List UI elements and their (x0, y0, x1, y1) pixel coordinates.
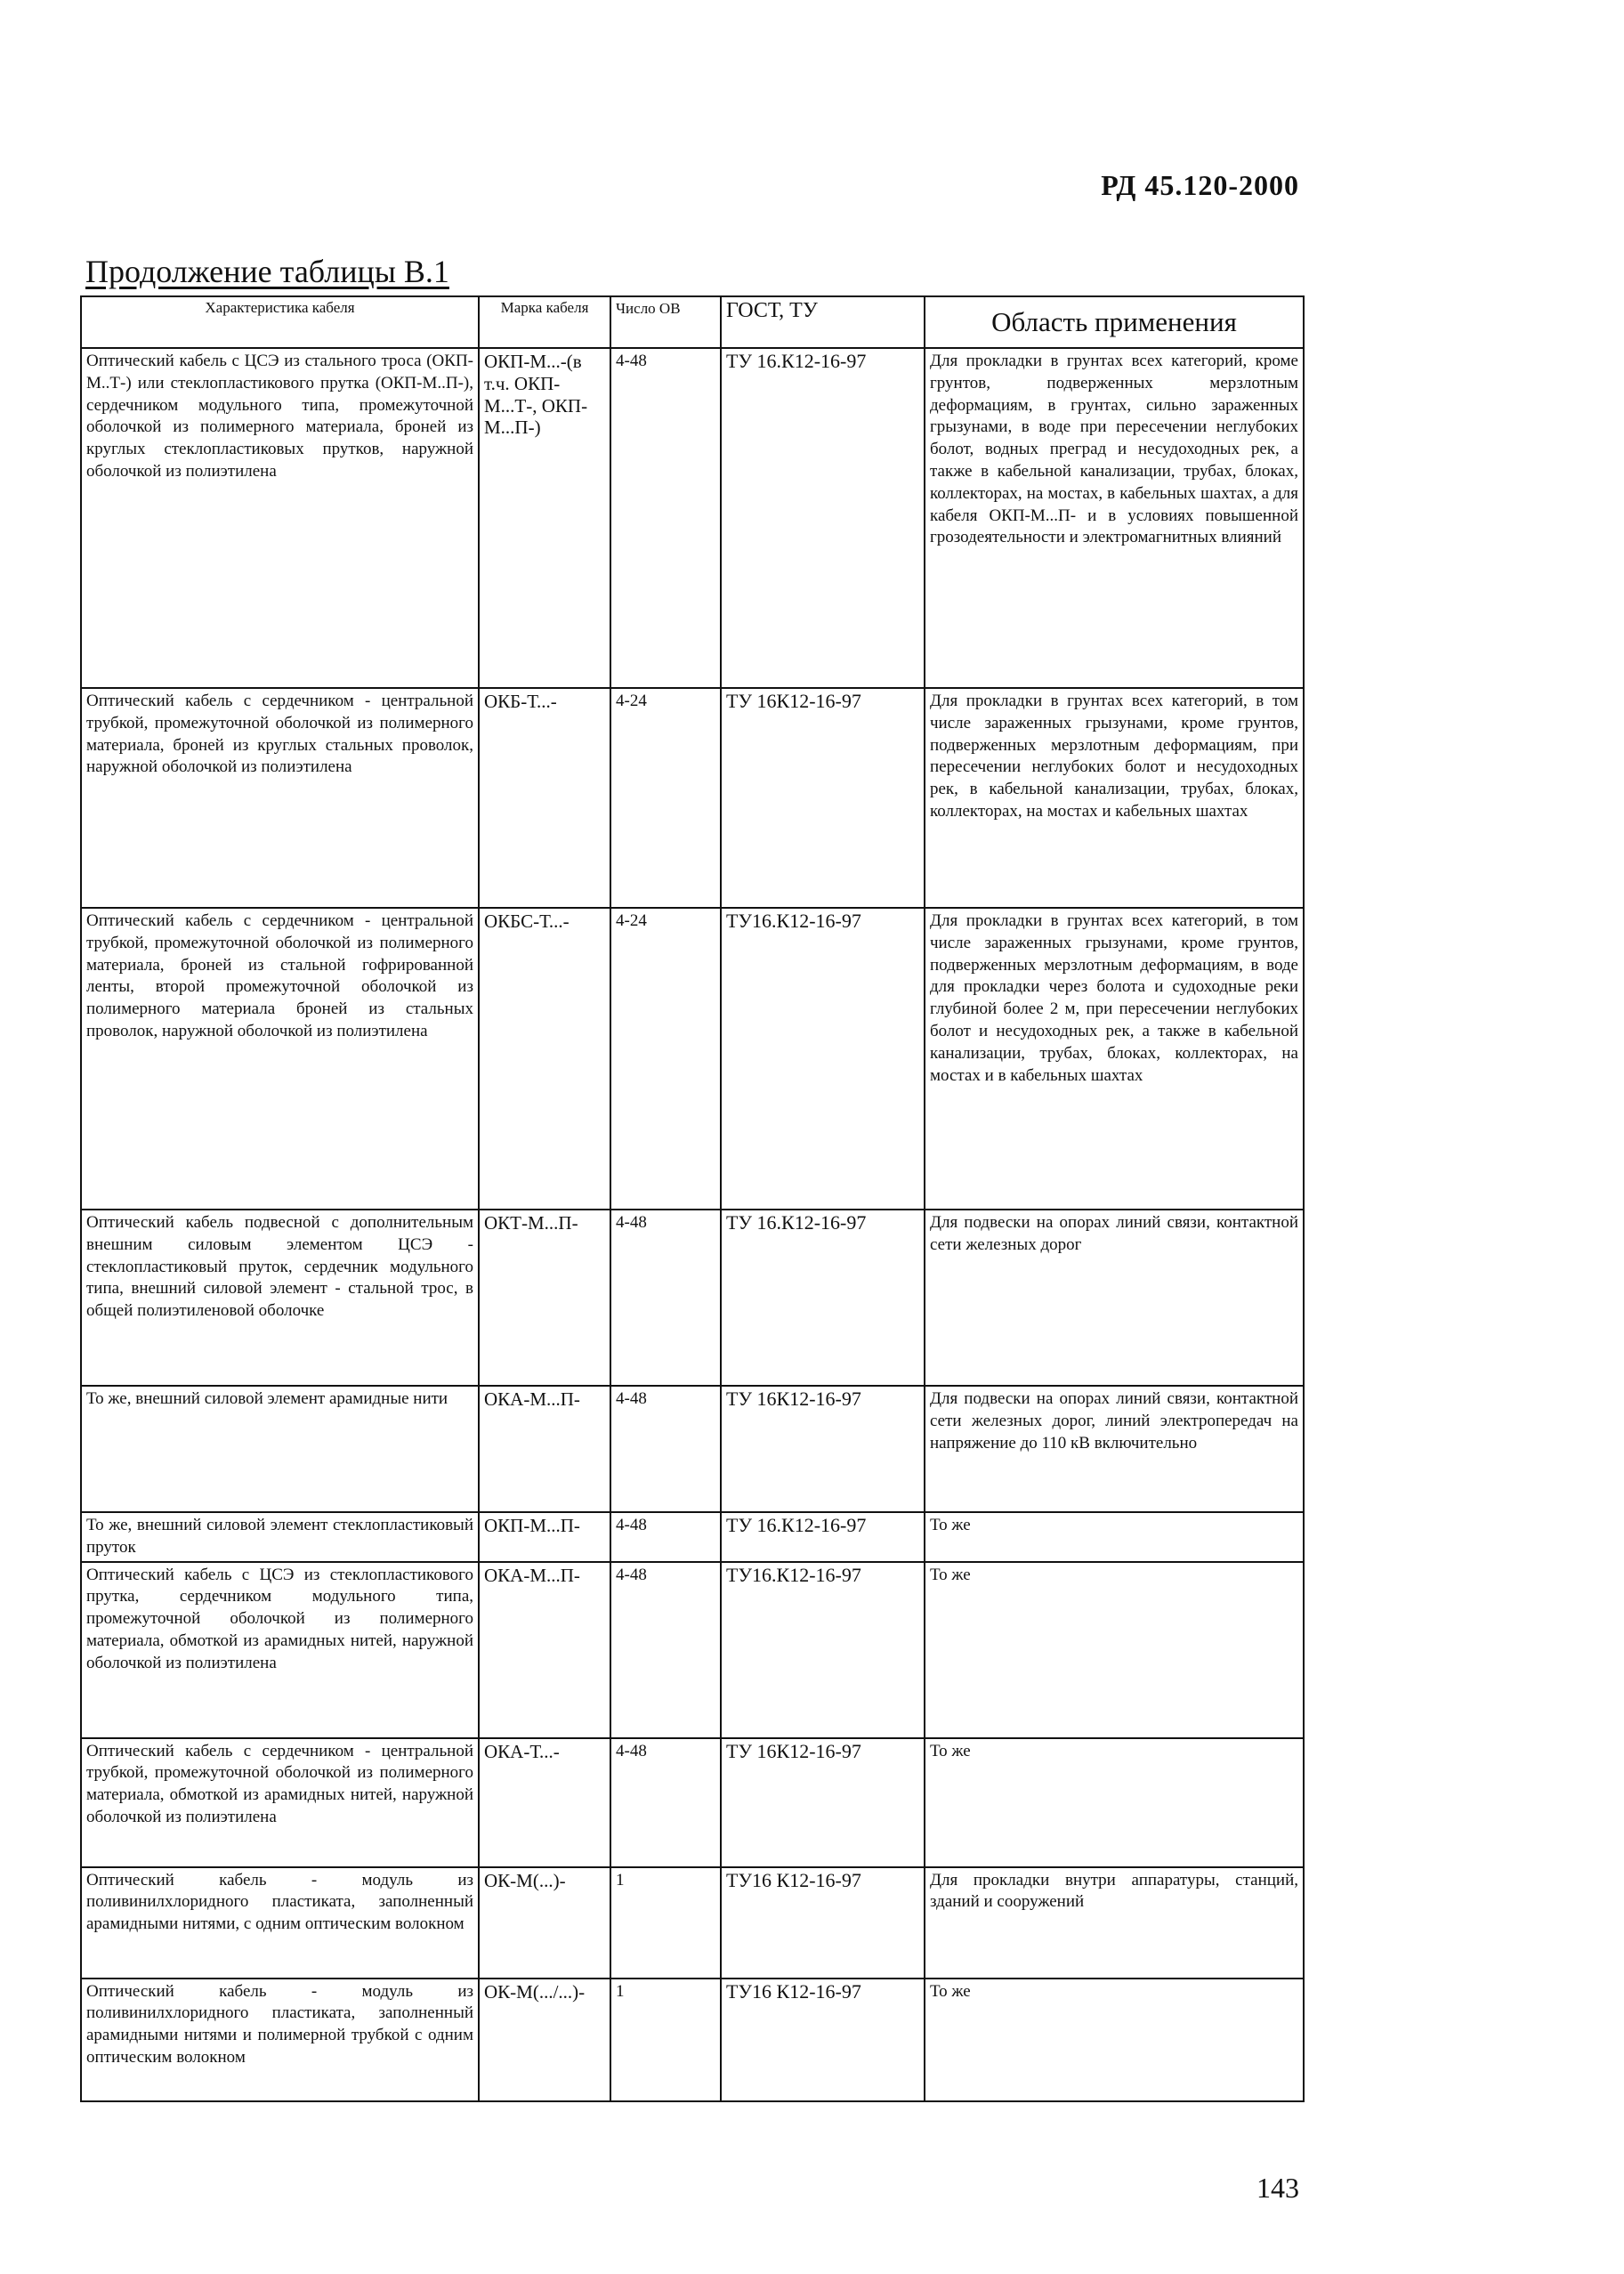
cell-gost: ТУ 16.К12-16-97 (721, 1512, 925, 1562)
cell-mark: ОКП-М...П- (479, 1512, 610, 1562)
cell-characteristic: То же, внешний силовой элемент стеклопластиковый пруток (81, 1512, 479, 1562)
cell-fibers: 4-48 (610, 1738, 721, 1867)
cell-scope: Для прокладки в грунтах всех категорий, в том числе зараженных грызунами, кроме грунтов, подверженных мерзлотным деформациям, в воде для прокладки через болота и судоходные реки глубиной более 2 м, при пересечении неглубоких болот и несудоходных рек, а также в кабельной канализации, трубах, блоках, коллекторах, на мостах и в кабельных шахтах (925, 908, 1304, 1210)
table-row (81, 1867, 1304, 1979)
cell-gost: ТУ 16.К12-16-97 (721, 348, 925, 688)
header-scope: Область применения (925, 296, 1304, 348)
cable-table (80, 295, 1305, 2102)
table-row (81, 1562, 1304, 1738)
cell-mark: ОК-М(.../...)- (479, 1979, 610, 2101)
cell-characteristic: Оптический кабель с ЦСЭ из стеклопластикового прутка, сердечником модульного типа, промежуточной оболочкой из полимерного материала, обмоткой из арамидных нитей, наружной оболочкой из полиэтилена (81, 1562, 479, 1738)
header-gost: ГОСТ, ТУ (721, 296, 925, 348)
header-fibers: Число ОВ (610, 296, 721, 348)
cell-fibers: 4-24 (610, 908, 721, 1210)
cell-gost: ТУ 16К12-16-97 (721, 1386, 925, 1512)
cell-characteristic: Оптический кабель с сердечником - центральной трубкой, промежуточной оболочкой из полимерного материала, обмоткой из арамидных нитей, наружной оболочкой из полиэтилена (81, 1738, 479, 1867)
cell-fibers: 4-24 (610, 688, 721, 908)
cell-mark: ОКП-М...-(в т.ч. ОКП-М...Т-, ОКП-М...П-) (479, 348, 610, 688)
cell-characteristic: Оптический кабель с сердечником - центральной трубкой, промежуточной оболочкой из полимерного материала, броней из стальной гофрированной ленты, второй промежуточной оболочкой из полимерного материала броней из стальных проволок, наружной оболочкой из полиэтилена (81, 908, 479, 1210)
cell-mark: ОКА-М...П- (479, 1562, 610, 1738)
cell-mark: ОКТ-М...П- (479, 1210, 610, 1386)
cell-fibers: 4-48 (610, 1562, 721, 1738)
cell-scope: То же (925, 1562, 1304, 1738)
cell-gost: ТУ16.К12-16-97 (721, 908, 925, 1210)
table-row (81, 1738, 1304, 1867)
cell-mark: ОК-М(...)- (479, 1867, 610, 1979)
cell-gost: ТУ 16К12-16-97 (721, 1738, 925, 1867)
cell-gost: ТУ16 К12-16-97 (721, 1867, 925, 1979)
cell-mark: ОКА-Т...- (479, 1738, 610, 1867)
cell-gost: ТУ 16К12-16-97 (721, 688, 925, 908)
cell-mark: ОКБ-Т...- (479, 688, 610, 908)
cell-scope: Для подвески на опорах линий связи, контактной сети железных дорог, линий электропередач на напряжение до 110 кВ включительно (925, 1386, 1304, 1512)
header-characteristic: Характеристика кабеля (81, 296, 479, 348)
cell-gost: ТУ16 К12-16-97 (721, 1979, 925, 2101)
cell-characteristic: Оптический кабель - модуль из поливинилхлоридного пластиката, заполненный арамидными нитями и полимерной трубкой с одним оптическим волокном (81, 1979, 479, 2101)
cell-fibers: 4-48 (610, 1386, 721, 1512)
cell-scope: Для прокладки в грунтах всех категорий, кроме грунтов, подверженных мерзлотным деформациям, в грунтах, сильно зараженных грызунами, в воде при пересечении неглубоких болот, водных преград и несудоходных рек, а также в кабельной канализации, трубах, блоках, коллекторах, на мостах, в кабельных шахтах, а для кабеля ОКП-М...П- и в условиях повышенной грозодеятельности и электромагнитных влияний (925, 348, 1304, 688)
table-header-row (81, 296, 1304, 348)
cell-characteristic: Оптический кабель подвесной с дополнительным внешним силовым элементом ЦСЭ - стеклопластиковый пруток, сердечник модульного типа, внешний силовой элемент - стальной трос, в общей полиэтиленовой оболочке (81, 1210, 479, 1386)
cell-characteristic: Оптический кабель - модуль из поливинилхлоридного пластиката, заполненный арамидными нитями, с одним оптическим волокном (81, 1867, 479, 1979)
cell-characteristic: То же, внешний силовой элемент арамидные нити (81, 1386, 479, 1512)
cell-fibers: 1 (610, 1979, 721, 2101)
cell-scope: То же (925, 1738, 1304, 1867)
document-code: РД 45.120-2000 (1101, 169, 1299, 201)
header-mark: Марка кабеля (479, 296, 610, 348)
page-number: 143 (1256, 2172, 1299, 2204)
cell-scope: Для прокладки внутри аппаратуры, станций, зданий и сооружений (925, 1867, 1304, 1979)
cell-mark: ОКБС-Т...- (479, 908, 610, 1210)
cell-gost: ТУ16.К12-16-97 (721, 1562, 925, 1738)
cell-scope: То же (925, 1979, 1304, 2101)
table-row (81, 1512, 1304, 1562)
cell-mark: ОКА-М...П- (479, 1386, 610, 1512)
table-row (81, 1979, 1304, 2101)
table-row (81, 688, 1304, 908)
table-row (81, 1210, 1304, 1386)
table-row (81, 348, 1304, 688)
table-caption: Продолжение таблицы В.1 (85, 254, 449, 289)
cell-scope: Для подвески на опорах линий связи, контактной сети железных дорог (925, 1210, 1304, 1386)
cell-gost: ТУ 16.К12-16-97 (721, 1210, 925, 1386)
cell-characteristic: Оптический кабель с сердечником - центральной трубкой, промежуточной оболочкой из полимерного материала, броней из круглых стальных проволок, наружной оболочкой из полиэтилена (81, 688, 479, 908)
table-row (81, 908, 1304, 1210)
cell-characteristic: Оптический кабель с ЦСЭ из стального троса (ОКП-М..Т-) или стеклопластикового прутка (ОКП-М..П-), сердечником модульного типа, промежуточной оболочкой из полимерного материала, броней из круглых стеклопластиковых прутков, наружной оболочкой из полиэтилена (81, 348, 479, 688)
cell-scope: Для прокладки в грунтах всех категорий, в том числе зараженных грызунами, кроме грунтов, подверженных мерзлотным деформациям, при пересечении неглубоких болот и несудоходных рек, в кабельной канализации, трубах, блоках, коллекторах, на мостах и кабельных шахтах (925, 688, 1304, 908)
table-row (81, 1386, 1304, 1512)
cell-fibers: 1 (610, 1867, 721, 1979)
cell-scope: То же (925, 1512, 1304, 1562)
cell-fibers: 4-48 (610, 1210, 721, 1386)
cell-fibers: 4-48 (610, 1512, 721, 1562)
cell-fibers: 4-48 (610, 348, 721, 688)
